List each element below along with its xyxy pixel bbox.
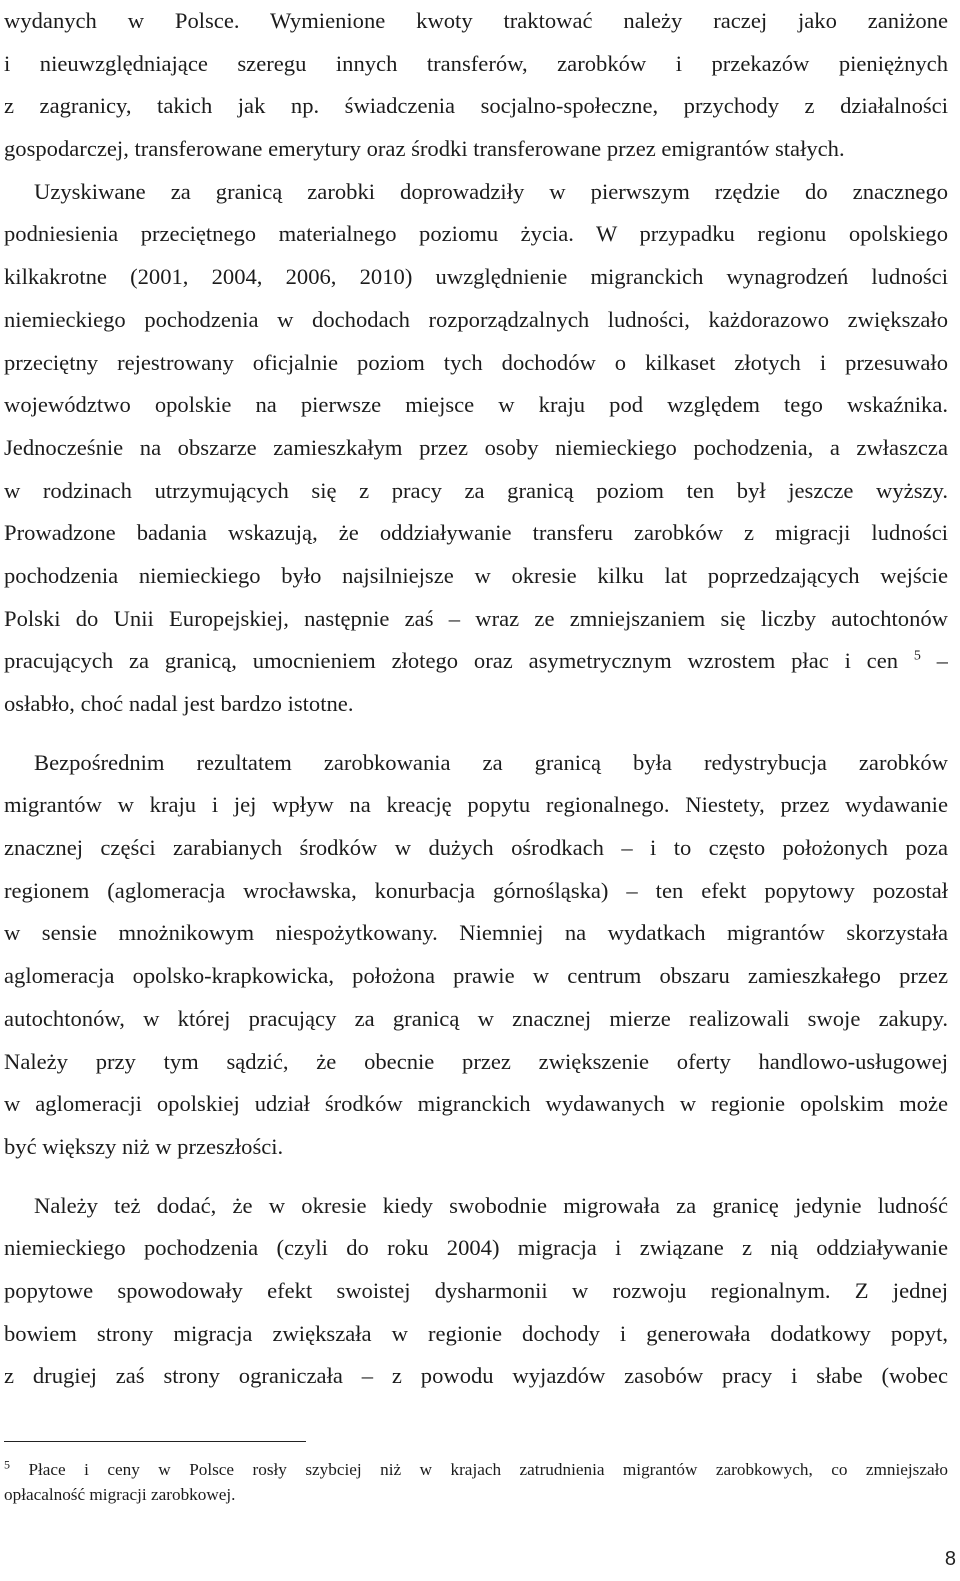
paragraph-gap xyxy=(4,1169,948,1185)
text-line: Polski do Unii Europejskiej, następnie zaś – wraz ze zmniejszaniem się liczby autochtonów xyxy=(4,605,948,631)
text-line: i nieuwzględniające szeregu innych transferów, zarobków i przekazów pieniężnych xyxy=(4,50,948,76)
text-line: osłabło, choć nadal jest bardzo istotne. xyxy=(4,691,354,716)
text-line: w aglomeracji opolskiej udział środków migranckich wydawanych w regionie opolskim może xyxy=(4,1091,948,1117)
paragraph xyxy=(4,1185,948,1398)
footnote xyxy=(4,1457,948,1507)
text-line: w rodzinach utrzymujących się z pracy za granicą poziom ten był jeszcze wyższy. xyxy=(4,477,948,503)
footnote-number: 5 xyxy=(4,1457,10,1472)
text-line: gospodarczej, transferowane emerytury oraz środki transferowane przez emigrantów stałych. xyxy=(4,136,845,162)
text-segment: pracujących za granicą, umocnieniem złotego oraz asymetrycznym wzrostem płac i cen xyxy=(4,648,899,674)
footnote-line xyxy=(4,1457,948,1482)
text-line: województwo opolskie na pierwsze miejsce w kraju pod względem tego wskaźnika. xyxy=(4,392,948,418)
text-line: kilkakrotne (2001, 2004, 2006, 2010) uwzględnienie migranckich wynagrodzeń ludności xyxy=(4,264,948,290)
text-line: Bezpośrednim rezultatem zarobkowania za granicą była redystrybucja zarobków xyxy=(34,749,948,775)
text-line: znacznej części zarabianych środków w dużych ośrodkach – i to często położonych poza xyxy=(4,835,948,861)
text-line: migrantów w kraju i jej wpływ na kreację popytu regionalnego. Niestety, przez wydawanie xyxy=(4,792,948,818)
text-line: popytowe spowodowały efekt swoistej dysharmonii w rozwoju regionalnym. Z jednej xyxy=(4,1277,948,1303)
text-line: w sensie mnożnikowym niespożytkowany. Niemniej na wydatkach migrantów skorzystała xyxy=(4,920,948,946)
text-line: aglomeracja opolsko-krapkowicka, położona prawie w centrum obszaru zamieszkałego przez xyxy=(4,963,948,989)
text-line: być większy niż w przeszłości. xyxy=(4,1133,284,1159)
text-line: przeciętny rejestrowany oficjalnie poziom tych dochodów o kilkaset złotych i przesuwało xyxy=(4,349,948,375)
text-line: Należy też dodać, że w okresie kiedy swobodnie migrowała za granicę jedynie ludność xyxy=(34,1192,948,1218)
text-line: Prowadzone badania wskazują, że oddziaływanie transferu zarobków z migracji ludności xyxy=(4,520,948,546)
page-number: 8 xyxy=(944,1548,956,1570)
text-line: regionem (aglomeracja wrocławska, konurbacja górnośląska) – ten efekt popytowy pozostał xyxy=(4,877,948,903)
text-line: Należy przy tym sądzić, że obecnie przez zwiększenie oferty handlowo-usługowej xyxy=(4,1048,948,1074)
footnote-text: Płace i ceny w Polsce rosły szybciej niż w krajach zatrudnienia migrantów zarobkowych, co zmniejszało xyxy=(28,1460,948,1479)
text-line: z drugiej zaś strony ograniczała – z powodu wyjazdów zasobów pracy i słabe (wobec xyxy=(4,1363,948,1389)
text-line: niemieckiego pochodzenia w dochodach rozporządzalnych ludności, każdorazowo zwiększało xyxy=(4,306,948,332)
paragraph-gap xyxy=(4,726,948,742)
text-segment: – xyxy=(936,648,948,674)
paragraph xyxy=(4,742,948,1169)
paragraph xyxy=(4,171,948,726)
text-line: wydanych w Polsce. Wymienione kwoty traktować należy raczej jako zaniżone xyxy=(4,8,948,33)
document-body xyxy=(4,0,948,1398)
text-line: bowiem strony migracja zwiększała w regionie dochody i generowała dodatkowy popyt, xyxy=(4,1320,948,1346)
footnote-line: opłacalność migracji zarobkowej. xyxy=(4,1485,236,1504)
footnote-reference[interactable]: 5 xyxy=(913,648,921,664)
text-line xyxy=(4,640,948,683)
text-line: Uzyskiwane za granicą zarobki doprowadziły w pierwszym rzędzie do znacznego xyxy=(34,178,948,204)
text-line: niemieckiego pochodzenia (czyli do roku 2004) migracja i związane z nią oddziaływanie xyxy=(4,1235,948,1261)
footnote-separator xyxy=(4,1441,306,1442)
text-line: z zagranicy, takich jak np. świadczenia socjalno-społeczne, przychody z działalności xyxy=(4,93,948,119)
paragraph xyxy=(4,0,948,171)
text-line: pochodzenia niemieckiego było najsilniejsze w okresie kilku lat poprzedzających wejście xyxy=(4,562,948,588)
text-line: podniesienia przeciętnego materialnego poziomu życia. W przypadku regionu opolskiego xyxy=(4,221,948,247)
text-line: Jednocześnie na obszarze zamieszkałym przez osoby niemieckiego pochodzenia, a zwłaszcza xyxy=(4,434,948,460)
text-line: autochtonów, w której pracujący za granicą w znacznej mierze realizowali swoje zakupy. xyxy=(4,1005,948,1031)
